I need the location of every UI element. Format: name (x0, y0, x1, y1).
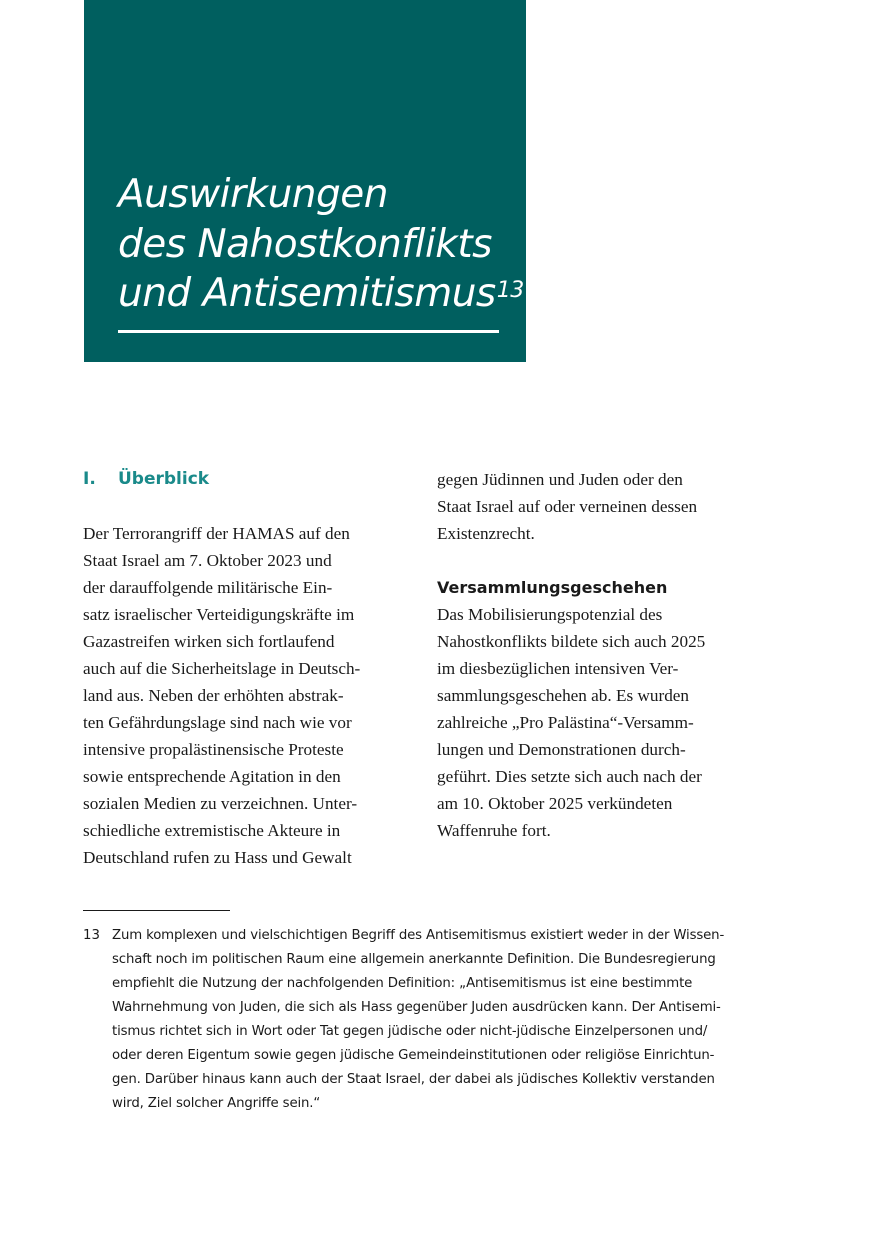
left-column (83, 466, 413, 871)
chapter-title-line (118, 269, 524, 319)
footnote-line: oder deren Eigentum sowie gegen jüdische Gemeindeinstitutionen oder religiöse Einrichtun- (112, 1048, 715, 1063)
footnote-line: Wahrnehmung von Juden, die sich als Hass gegenüber Juden ausdrücken kann. Der Antisemi- (112, 1000, 721, 1015)
footnote-line: schaft noch im politischen Raum eine allgemein anerkannte Definition. Die Bundesregierung (112, 952, 716, 967)
text-line: ten Gefährdungslage sind nach wie vor (83, 713, 352, 732)
text-line: intensive propalästinensische Proteste (83, 740, 344, 759)
text-line: der darauffolgende militärische Ein- (83, 578, 333, 597)
text-line: schiedliche extremistische Akteure in (83, 821, 341, 840)
section-number: I. (83, 469, 96, 489)
text-line: Gazastreifen wirken sich fortlaufend (83, 632, 335, 651)
text-line: sowie entsprechende Agitation in den (83, 767, 341, 786)
text-line: satz israelischer Verteidigungskräfte im (83, 605, 355, 624)
text-line: Deutschland rufen zu Hass und Gewalt (83, 848, 352, 867)
paragraph-gap (437, 547, 767, 574)
chapter-title-line-text: und Antisemitismus (118, 271, 496, 316)
assembly-paragraph (437, 601, 767, 844)
footnote-separator (83, 910, 230, 911)
text-line: Staat Israel auf oder verneinen dessen (437, 497, 698, 516)
footnote-line: gen. Darüber hinaus kann auch der Staat Israel, der dabei als jüdisches Kollektiv verstanden (112, 1072, 715, 1087)
text-line: Nahostkonflikts bildete sich auch 2025 (437, 632, 706, 651)
title-underline (118, 330, 499, 333)
subheading: Versammlungsgeschehen (437, 578, 668, 597)
text-line: geführt. Dies setzte sich auch nach der (437, 767, 702, 786)
text-line: im diesbezüglichen intensiven Ver- (437, 659, 679, 678)
text-line: land aus. Neben der erhöhten abstrak- (83, 686, 344, 705)
section-title: Überblick (118, 469, 210, 489)
text-line: sozialen Medien zu verzeichnen. Unter- (83, 794, 358, 813)
footnote-number: 13 (83, 928, 100, 943)
footnote-line: wird, Ziel solcher Angriffe sein.“ (112, 1096, 321, 1111)
chapter-title (118, 170, 524, 319)
text-line: Der Terrorangriff der HAMAS auf den (83, 524, 350, 543)
text-line: sammlungsgeschehen ab. Es wurden (437, 686, 690, 705)
footnote-text (112, 924, 772, 1116)
section-heading (83, 466, 413, 493)
overview-paragraph (83, 520, 413, 871)
footnote-line: Zum komplexen und vielschichtigen Begriff des Antisemitismus existiert weder in der Wissen- (112, 928, 725, 943)
overview-paragraph-continued (437, 466, 767, 547)
text-line: lungen und Demonstrationen durch- (437, 740, 686, 759)
right-column (437, 466, 767, 844)
text-line: Waffenruhe fort. (437, 821, 551, 840)
text-line: Existenzrecht. (437, 524, 535, 543)
text-line: gegen Jüdinnen und Juden oder den (437, 470, 683, 489)
chapter-title-line: Auswirkungen (118, 172, 388, 217)
footnote-line: empfiehlt die Nutzung der nachfolgenden Definition: „Antisemitismus ist eine bestimmte (112, 976, 693, 991)
text-line: zahlreiche „Pro Palästina“-Versamm- (437, 713, 694, 732)
footnote-line: tismus richtet sich in Wort oder Tat gegen jüdische oder nicht-jüdische Einzelpersonen und/ (112, 1024, 708, 1039)
text-line: Das Mobilisierungspotenzial des (437, 605, 663, 624)
text-line: am 10. Oktober 2025 verkündeten (437, 794, 673, 813)
text-line: Staat Israel am 7. Oktober 2023 und (83, 551, 332, 570)
chapter-title-box (84, 0, 526, 362)
text-line: auch auf die Sicherheitslage in Deutsch- (83, 659, 361, 678)
footnote-reference[interactable]: 13 (496, 278, 524, 303)
chapter-title-line: des Nahostkonflikts (118, 221, 492, 267)
